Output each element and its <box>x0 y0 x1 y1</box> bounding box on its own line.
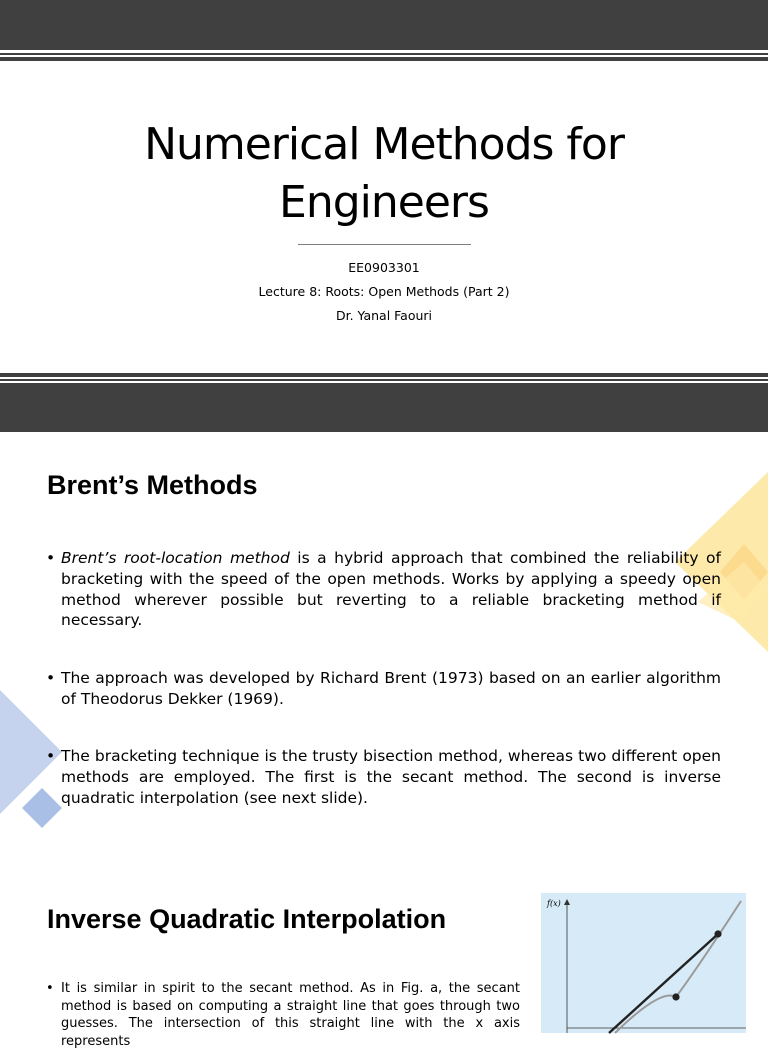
course-code: EE0903301 <box>348 260 420 275</box>
top-divider-thick <box>0 57 768 61</box>
title-line-2: Engineers <box>279 177 489 228</box>
bullet-italic-lead: Brent’s root-location method <box>61 549 290 567</box>
title-underline <box>298 244 471 245</box>
slide-heading: Inverse Quadratic Interpolation <box>47 904 447 934</box>
lecture-title: Lecture 8: Roots: Open Methods (Part 2) <box>258 284 510 299</box>
bottom-divider-thick <box>0 373 768 377</box>
top-band <box>0 0 768 50</box>
top-divider-thin <box>0 53 768 55</box>
bullet-dot: • <box>46 981 54 996</box>
bullet-dot: • <box>46 747 56 765</box>
bullet-item <box>46 746 721 808</box>
slide-title <box>60 116 708 232</box>
bullet-text: The approach was developed by Richard Brent (1973) based on an earlier algorithm of Theodorus Dekker (1969). <box>61 669 721 708</box>
bullet-text: is a hybrid approach that combined the reliability of bracketing with the speed of the open methods. Works by applying a speedy open method wherever possible but reverting to a reliable bracketing method if necessary. <box>61 549 722 630</box>
y-axis-arrow-icon <box>564 899 570 905</box>
guess-point-2 <box>714 930 721 937</box>
secant-figure-graphic <box>541 893 746 1033</box>
author-name: Dr. Yanal Faouri <box>335 308 433 323</box>
bullet-text: The bracketing technique is the trusty bisection method, whereas two different open methods are employed. The first is the secant method. The second is inverse quadratic interpolation (see next slide). <box>61 747 721 807</box>
secant-line <box>609 934 718 1033</box>
bullet-item <box>46 668 721 710</box>
bullet-dot: • <box>46 549 56 567</box>
secant-figure <box>541 893 746 1033</box>
brents-methods-slide <box>0 432 768 864</box>
bottom-band <box>0 383 768 432</box>
y-axis-label: f(x) <box>547 899 561 908</box>
bullet-text: It is similar in spirit to the secant method. As in Fig. a, the secant method is based on computing a straight line that goes through two guesses. The intersection of this straight line with the x axis represents <box>61 981 520 1049</box>
guess-point-1 <box>672 993 679 1000</box>
inverse-quadratic-slide <box>0 864 768 1049</box>
bullet-item <box>46 548 721 631</box>
title-slide <box>0 0 768 432</box>
bottom-divider-thin <box>0 379 768 381</box>
title-line-1: Numerical Methods for <box>144 119 624 170</box>
function-curve <box>615 901 741 1033</box>
bullet-dot: • <box>46 669 56 687</box>
slide-heading: Brent’s Methods <box>47 470 258 500</box>
bullet-item <box>46 980 520 1050</box>
